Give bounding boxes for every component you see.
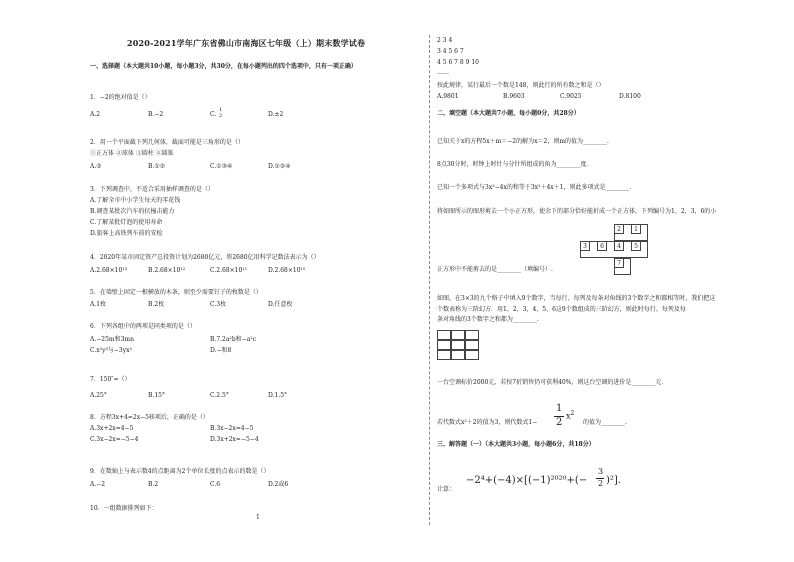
q7-option-c: C.2.5° [210,392,229,399]
q7-stem: 7．150″=（） [90,376,131,383]
page-title: 2020-2021学年广东省佛山市南海区七年级（上）期末数学试卷 [127,38,366,48]
net-cell-7: 7 [614,258,624,268]
sequence-row-3: 4 5 6 7 8 9 10 [437,59,479,66]
q9-option-d: D.2或6 [268,481,289,488]
q3-stem: 3．下列调查中，不适合采用抽样调查的是（） [90,186,214,193]
q10-continuation: 按此规律，某行最后一个数是148，则此行的所有数之和是（） [437,82,605,89]
q1-option-c-numerator: 1 [219,107,223,113]
sequence-row-1: 2 3 4 [437,37,453,44]
q1-option-a: A.2 [90,111,101,118]
section-3-heading: 三、解答题（一）（本大题共3小题，每小题6分，共18分） [437,441,595,448]
q15-text-1: 如图，在3×3的九个格子中填入9个数字，当每行、每列及每条对角线的3个数字之和都相等时，我们把这 [437,295,716,302]
section-1-heading: 一、选择题（本大题共10小题，每小题3分，共30分，在每小题列出的四个选项中，只有一项正确） [90,63,357,70]
magic-square-grid [437,330,479,360]
q2-line2: ①正方体 ②球体 ③圆柱 ④圆锥 [90,150,174,157]
q1-option-c-denominator: 2 [219,113,223,119]
q2-option-c: C.①③④ [210,163,233,170]
q5-stem: 5．在墙壁上固定一根横放的木条，则至少需要钉子的枚数是（） [90,289,262,296]
q14-text-2: 正方形中不能剪去的是________（填编号）. [437,266,553,273]
q8-option-c: C.3x−2x=−5−4 [90,436,139,443]
q8-stem: 8．方程3x+4=2x−5移项后，正确的是（） [90,414,209,421]
q7-option-b: B.15° [148,392,165,399]
q6-option-d: D.−和8 [210,347,232,354]
q2-stem: 2．用一个平面截下列几何体，截面可能是三角形的是（） [90,139,244,146]
q4-option-d: D.2.68×10¹⁰ [268,267,306,274]
q17-fraction-denominator: 2 [556,417,563,428]
q10-option-b: B.9603 [503,93,525,100]
q15-text-3: 条对角线的3个数字之和都为________. [437,316,539,323]
q3-option-b: B.调查某批次汽车的抗撞击能力 [90,208,175,215]
q5-option-a: A.1枚 [90,301,107,308]
q3-option-d: D.旅客上高铁列车前的安检 [90,230,163,237]
q8-option-d: D.3x+2x=−5−4 [210,436,259,443]
q18-fraction-numerator: 3 [598,467,604,476]
net-cell-1: 1 [631,224,641,234]
sequence-row-4: …… [437,69,449,76]
q2-option-b: B.①② [148,163,166,170]
q4-option-c: C.2.68×10¹¹ [210,267,248,274]
q18-expression: −2⁴+(−4)×[(−1)²⁰²⁰+(− [466,475,588,486]
q17-fraction-numerator: 1 [556,403,563,414]
q1-option-c: C. [210,111,217,118]
net-cell-6: 6 [597,241,607,251]
q4-option-a: A.2.68×10¹³ [90,267,128,274]
net-cell-4: 4 [614,241,624,251]
q5-option-d: D.任意枚 [268,301,293,308]
q1-stem: 1．−2的绝对值是（） [90,94,151,101]
q6-option-b: B.7.2a²b和−a²c [210,336,257,343]
q7-option-a: A.25° [90,392,107,399]
q1-option-b: B.−2 [148,111,164,118]
q10-option-d: D.8100 [619,93,641,100]
q6-option-a: A.−25m和3mn [90,336,134,343]
q10-stem: 10．一组数据排列如下： [90,505,158,512]
q17-text-pre: 若代数式x²＋2的值为3，则代数式1− [437,419,538,426]
q9-option-b: B.2 [148,481,159,488]
q9-option-a: A.−2 [90,481,106,488]
q8-option-b: B.3x−2x=4−5 [210,425,254,432]
sequence-row-2: 3 4 5 6 7 [437,48,464,55]
q14-text-1: 将如图所示的图形剪去一个小正方形，使余下的部分恰好能折成一个正方体，下列编号为1，2，3，6的小 [437,208,717,215]
q3-option-a: A.了解全市中小学生每天的零花钱 [90,197,181,204]
q9-stem: 9．在数轴上与表示数4的点距离为2个单位长度的点表示的数是（） [90,468,270,475]
q8-option-a: A.3x+2x=4−5 [90,425,134,432]
q10-option-a: A.9801 [437,93,459,100]
net-top-frame [614,224,648,241]
net-middle-frame [580,241,648,258]
q17-x-squared: $x^2$ [566,410,575,421]
net-bottom-frame [614,258,631,275]
q1-option-d: D.±2 [268,111,284,118]
q16-text: 一台空调标价2000元，若按7折销售仍可获利40%，则这台空调的进价是________元． [437,379,668,386]
q6-option-c: C.x²y³与−3yx² [90,347,132,354]
q18-tail: )²]. [606,475,621,486]
q5-option-c: C.3枚 [210,301,227,308]
q2-option-d: D.①②④ [268,163,291,170]
column-divider [429,35,430,525]
net-cell-5: 5 [631,241,641,251]
q18-label: 计算： [437,486,456,493]
net-cell-3: 3 [580,241,590,251]
q13-text: 已知一个多项式与3x²−4x的和等于3x²＋4x＋1，则此多项式是________. [437,184,632,191]
page-number: 1 [256,514,260,521]
q11-text: 已知关于x的方程5x＋m＝−2的解为x＝2，则m的值为________. [437,138,609,145]
section-2-heading: 二、填空题（本大题共7小题，每小题0分，共28分） [437,110,580,117]
q5-option-b: B.2枚 [148,301,165,308]
q10-option-c: C.9025 [560,93,582,100]
net-cell-2: 2 [614,224,624,234]
q4-option-b: B.2.68×10¹² [148,267,186,274]
q2-option-a: A.② [90,163,102,170]
q7-option-d: D.1.5° [268,392,288,399]
q3-option-c: C.了解某批灯泡的使用寿命 [90,219,163,226]
q17-text-post: 的值为________. [583,419,627,426]
q12-text: 8点30分时，时钟上时针与分针所组成的角为________度． [437,161,593,168]
q9-option-c: C.6 [210,481,221,488]
q18-fraction-denominator: 2 [598,479,604,488]
q6-stem: 6．下列各组中的两项是同类项的是（） [90,323,196,330]
q15-text-2: 个数表称为三阶幻方．用1，2，3，4，5，6这9个数组成的三阶幻方，则此时每行、每列及每 [437,306,686,313]
q4-stem: 4．2020年某市固定资产总投资计划为2680亿元，将2680亿用科学记数法表示为（） [90,254,320,261]
